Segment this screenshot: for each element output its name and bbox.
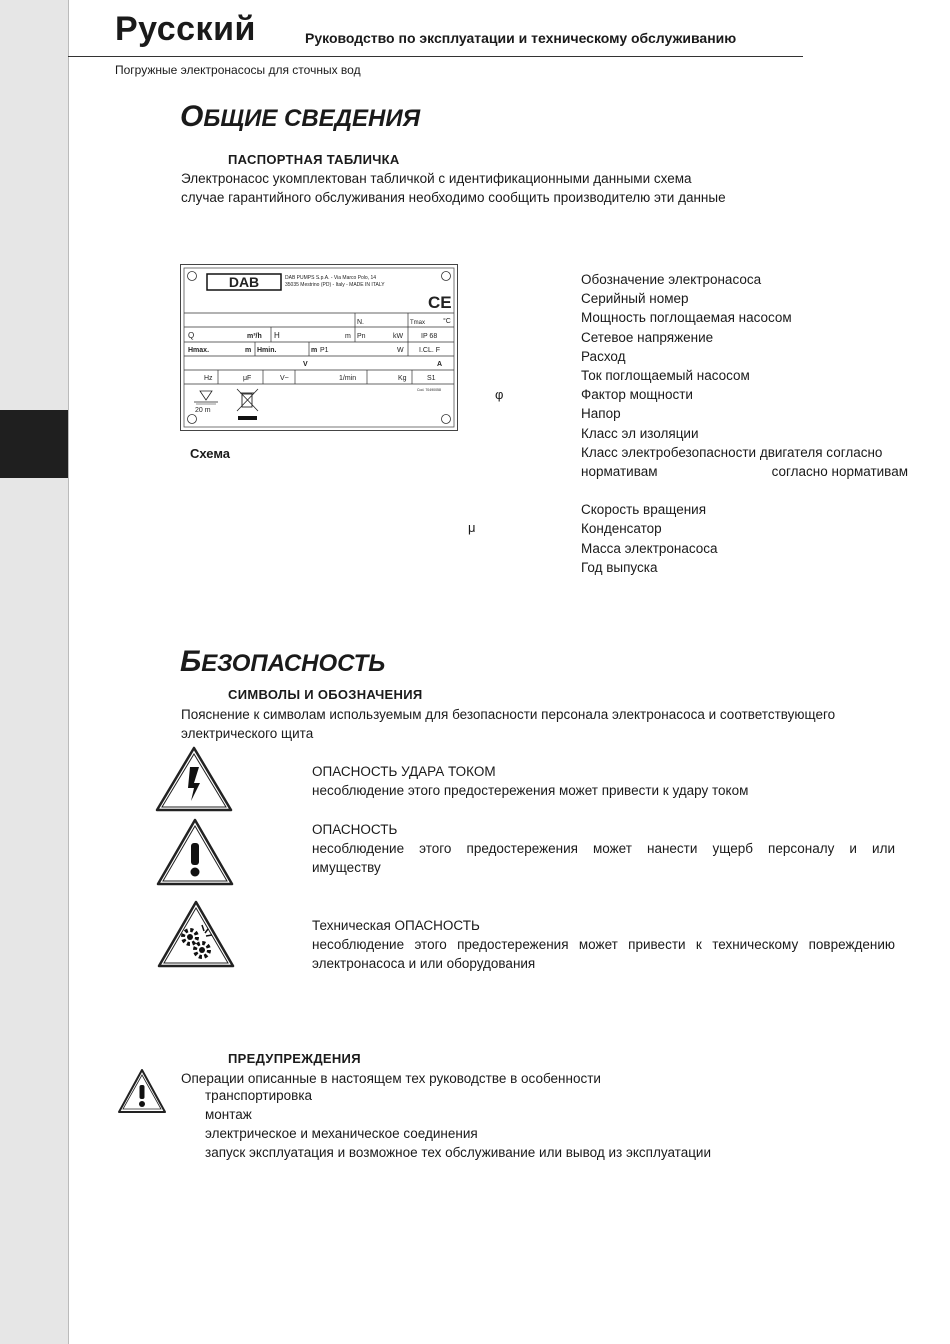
symbol-danger	[312, 820, 895, 877]
plate-hz-unit: Hz	[204, 375, 213, 382]
legend-item: Год выпуска	[581, 559, 658, 575]
symbol-title: ОПАСНОСТЬ УДАРА ТОКОМ	[312, 764, 496, 779]
warning-triangle-icon	[117, 1068, 167, 1114]
list-item: запуск эксплуатация и возможное тех обслуживание или вывод из эксплуатации	[205, 1145, 712, 1160]
symbol-technical-danger	[312, 916, 895, 973]
plate-n-label: N.	[357, 319, 364, 326]
plate-uf-unit: μF	[243, 375, 252, 382]
plate-m-unit: m	[345, 333, 351, 340]
screw-hole	[188, 272, 197, 281]
plate-rpm-unit: 1/min	[339, 375, 357, 382]
intro-line-2: случае гарантийного обслуживания необходимо сообщить производителю эти данные	[181, 190, 726, 205]
symbol-description: несоблюдение этого предостережения может нанести ущерб персоналу и или	[312, 841, 895, 856]
legend-item: Масса электронасоса	[581, 540, 718, 556]
screw-hole	[442, 415, 451, 424]
screw-hole	[442, 272, 451, 281]
mu-symbol: μ	[468, 520, 476, 535]
legend-item: Сетевое напряжение	[581, 329, 714, 345]
list-item: монтаж	[205, 1107, 252, 1122]
plate-heading: ПАСПОРТНАЯ ТАБЛИЧКА	[228, 152, 400, 167]
plate-w-unit: W	[397, 347, 404, 354]
symbol-electric-shock	[312, 762, 895, 800]
gears-warning-icon	[156, 899, 236, 969]
nameplate-diagram	[180, 264, 458, 431]
title-initial: Б	[180, 645, 202, 678]
plate-m-unit: m	[245, 347, 252, 354]
warnings-heading: ПРЕДУПРЕЖДЕНИЯ	[228, 1051, 361, 1066]
legend-item: Скорость вращения	[581, 502, 707, 518]
legend-item: Обозначение электронасоса	[581, 272, 762, 287]
plate-q-label: Q	[188, 331, 195, 340]
plate-insulation-class: I.CL. F	[419, 347, 441, 354]
plate-degc-label: °C	[443, 318, 451, 325]
list-item: транспортировка	[205, 1088, 313, 1103]
plate-p1-label: P1	[320, 347, 329, 354]
legend-item: Мощность поглощаемая насосом	[581, 310, 792, 326]
maker-line-2: 35035 Mestrino (PD) - Italy - MADE IN ITALY	[285, 282, 385, 288]
plate-pn-label: Pn	[357, 333, 366, 340]
exclamation-warning-icon	[155, 817, 235, 887]
symbols-intro-line-2: электрического щита	[181, 726, 314, 741]
symbol-description: несоблюдение этого предостережения может привести к техническому повреждению	[312, 937, 895, 952]
chapter-tab-marker	[0, 410, 68, 478]
phi-symbol: φ	[495, 387, 504, 402]
symbol-title: Техническая ОПАСНОСТЬ	[312, 918, 480, 933]
plate-m-unit: m	[311, 347, 318, 354]
symbol-description-cont: имуществу	[312, 860, 381, 875]
manual-title: Руководство по эксплуатации и техническому обслуживанию	[305, 30, 737, 46]
plate-h-label: H	[274, 331, 280, 340]
symbols-heading: СИМВОЛЫ И ОБОЗНАЧЕНИЯ	[228, 687, 423, 702]
plate-duty-s1: S1	[427, 375, 436, 382]
header-divider	[68, 56, 803, 57]
title-rest: БЩИЕ СВЕДЕНИЯ	[203, 105, 421, 132]
section-title-safety	[180, 645, 385, 679]
list-item: электрическое и механическое соединения	[205, 1126, 478, 1141]
title-rest: ЕЗОПАСНОСТЬ	[201, 650, 386, 677]
plate-m3h-label: m³/h	[247, 333, 262, 340]
plate-vac-unit: V~	[280, 375, 289, 382]
maker-line-1: DAB PUMPS S.p.A. - Via Marco Polo, 14	[285, 275, 377, 281]
title-initial: О	[180, 100, 204, 133]
symbols-intro-line-1: Пояснение к символам используемым для безопасности персонала электронасоса и соответствующего	[181, 707, 836, 722]
legend-item-split	[581, 462, 908, 481]
immersion-depth-icon	[194, 391, 218, 404]
plate-tmax-label: Tmax	[410, 320, 425, 326]
legend-item: Ток поглощаемый насосом	[581, 368, 750, 384]
dab-logo: DAB	[228, 274, 260, 290]
electric-shock-icon	[154, 745, 234, 813]
legend-item: Расход	[581, 348, 626, 364]
plate-hmax-label: Hmax.	[188, 347, 210, 354]
plate-kw-unit: kW	[393, 333, 404, 340]
legend-item: Напор	[581, 406, 621, 422]
nameplate-legend	[581, 270, 908, 577]
weee-bin-icon	[237, 389, 258, 420]
intro-line-1: Электронасос укомплектован табличкой с идентификационными данными схема	[181, 171, 692, 186]
section-title-general	[180, 100, 420, 134]
symbol-description-cont: электронасоса и или оборудования	[312, 956, 536, 971]
plate-a-unit: A	[437, 361, 443, 368]
legend-item: Фактор мощности	[581, 387, 693, 403]
legend-item: согласно нормативам	[771, 464, 908, 480]
plate-hmin-label: Hmin.	[257, 347, 277, 354]
ce-mark-icon: CE	[428, 293, 452, 312]
legend-item: Конденсатор	[581, 521, 662, 537]
screw-hole	[188, 415, 197, 424]
page-margin-bar	[0, 0, 69, 1344]
language-heading: Русский	[115, 10, 256, 48]
legend-item: Серийный номер	[581, 291, 689, 307]
warnings-intro: Операции описанные в настоящем тех руководстве в особенности	[181, 1071, 601, 1086]
product-subtitle: Погружные электронасосы для сточных вод	[115, 63, 361, 77]
symbol-description: несоблюдение этого предостережения может привести к удару током	[312, 783, 749, 798]
schema-label: Схема	[190, 446, 231, 461]
symbol-title: ОПАСНОСТЬ	[312, 822, 398, 837]
legend-item: Класс эл изоляции	[581, 425, 699, 441]
plate-depth: 20 m	[195, 407, 211, 414]
plate-kg-unit: Kg	[398, 375, 407, 382]
legend-spacer	[581, 481, 908, 500]
plate-ip-rating: IP 68	[421, 333, 438, 340]
plate-v-unit: V	[303, 361, 308, 368]
plate-code: Cod. 70490058	[417, 388, 441, 392]
legend-item: нормативам	[581, 464, 658, 480]
legend-item: Класс электробезопасности двигателя согласно	[581, 444, 883, 460]
